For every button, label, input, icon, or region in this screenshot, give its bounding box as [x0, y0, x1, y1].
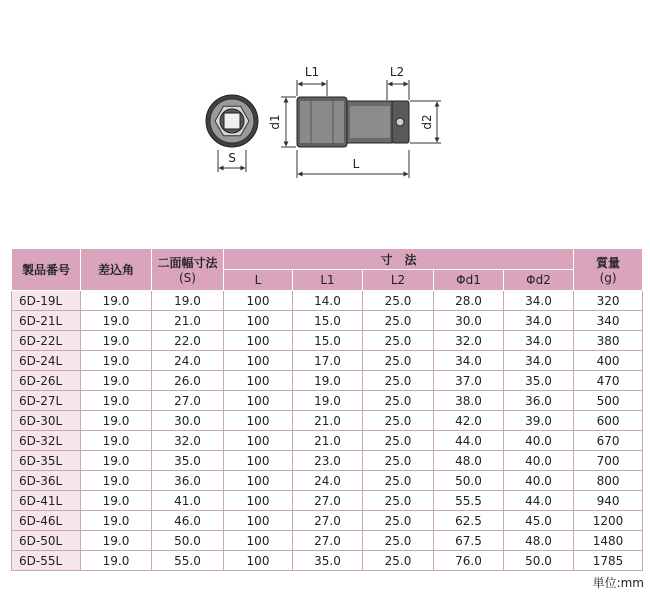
table-cell: 25.0 [363, 471, 434, 491]
table-cell: 6D-55L [12, 551, 81, 571]
table-row [12, 531, 643, 551]
table-cell: 44.0 [434, 431, 504, 451]
table-cell: 50.0 [434, 471, 504, 491]
table-cell: 100 [224, 491, 293, 511]
table-row [12, 451, 643, 471]
table-cell: 700 [574, 451, 643, 471]
table-cell: 1200 [574, 511, 643, 531]
table-cell: 50.0 [504, 551, 574, 571]
table-cell: 19.0 [81, 511, 152, 531]
table-cell: 25.0 [363, 531, 434, 551]
table-cell: 21.0 [152, 311, 224, 331]
table-cell: 100 [224, 371, 293, 391]
table-cell: 19.0 [152, 291, 224, 311]
table-cell: 35.0 [293, 551, 363, 571]
table-cell: 34.0 [504, 351, 574, 371]
table-cell: 36.0 [504, 391, 574, 411]
table-cell: 35.0 [504, 371, 574, 391]
table-cell: 470 [574, 371, 643, 391]
header-l: L [224, 270, 293, 291]
table-cell: 100 [224, 451, 293, 471]
table-row [12, 491, 643, 511]
spec-table-body [12, 291, 643, 571]
table-cell: 100 [224, 331, 293, 351]
table-cell: 100 [224, 431, 293, 451]
table-cell: 19.0 [81, 311, 152, 331]
table-cell: 24.0 [293, 471, 363, 491]
table-cell: 1785 [574, 551, 643, 571]
l2-label: L2 [389, 65, 405, 79]
table-cell: 21.0 [293, 411, 363, 431]
table-cell: 19.0 [293, 371, 363, 391]
header-hex-size-label: 二面幅寸法 [157, 256, 218, 270]
table-cell: 25.0 [363, 431, 434, 451]
table-row [12, 331, 643, 351]
header-l1: L1 [293, 270, 363, 291]
table-cell: 55.0 [152, 551, 224, 571]
table-cell: 100 [224, 351, 293, 371]
table-row [12, 291, 643, 311]
table-cell: 19.0 [81, 291, 152, 311]
table-row [12, 511, 643, 531]
table-cell: 340 [574, 311, 643, 331]
table-cell: 670 [574, 431, 643, 451]
header-hex-size [152, 249, 224, 291]
table-cell: 100 [224, 391, 293, 411]
table-cell: 46.0 [152, 511, 224, 531]
table-cell: 45.0 [504, 511, 574, 531]
table-cell: 40.0 [504, 451, 574, 471]
table-cell: 36.0 [152, 471, 224, 491]
table-cell: 19.0 [81, 371, 152, 391]
spec-table [11, 248, 643, 571]
table-cell: 19.0 [81, 531, 152, 551]
table-row [12, 371, 643, 391]
header-dimensions: 寸 法 [224, 249, 574, 270]
table-cell: 100 [224, 311, 293, 331]
header-mass-label: 質量 [596, 256, 621, 270]
table-cell: 320 [574, 291, 643, 311]
table-cell: 35.0 [152, 451, 224, 471]
table-cell: 100 [224, 551, 293, 571]
table-cell: 14.0 [293, 291, 363, 311]
table-cell: 800 [574, 471, 643, 491]
table-cell: 40.0 [504, 431, 574, 451]
l1-label: L1 [304, 65, 320, 79]
d1-label: d1 [268, 114, 282, 130]
table-cell: 25.0 [363, 511, 434, 531]
table-cell: 6D-27L [12, 391, 81, 411]
table-row [12, 351, 643, 371]
table-row [12, 391, 643, 411]
table-cell: 48.0 [504, 531, 574, 551]
table-cell: 500 [574, 391, 643, 411]
table-cell: 41.0 [152, 491, 224, 511]
table-cell: 1480 [574, 531, 643, 551]
table-cell: 17.0 [293, 351, 363, 371]
table-cell: 6D-32L [12, 431, 81, 451]
table-row [12, 551, 643, 571]
table-cell: 100 [224, 471, 293, 491]
table-cell: 34.0 [504, 291, 574, 311]
table-cell: 19.0 [81, 491, 152, 511]
header-mass [574, 249, 643, 291]
table-cell: 19.0 [81, 391, 152, 411]
table-row [12, 431, 643, 451]
table-cell: 30.0 [434, 311, 504, 331]
table-cell: 21.0 [293, 431, 363, 451]
table-cell: 940 [574, 491, 643, 511]
table-cell: 26.0 [152, 371, 224, 391]
table-cell: 19.0 [293, 391, 363, 411]
table-cell: 6D-36L [12, 471, 81, 491]
table-cell: 100 [224, 291, 293, 311]
table-cell: 76.0 [434, 551, 504, 571]
table-cell: 34.0 [434, 351, 504, 371]
table-cell: 19.0 [81, 431, 152, 451]
table-cell: 38.0 [434, 391, 504, 411]
table-cell: 62.5 [434, 511, 504, 531]
header-d1: Φd1 [434, 270, 504, 291]
table-cell: 34.0 [504, 311, 574, 331]
table-cell: 15.0 [293, 331, 363, 351]
table-cell: 25.0 [363, 551, 434, 571]
table-cell: 27.0 [293, 531, 363, 551]
table-cell: 25.0 [363, 391, 434, 411]
table-cell: 6D-22L [12, 331, 81, 351]
socket-diagram [0, 0, 650, 240]
table-cell: 380 [574, 331, 643, 351]
table-cell: 25.0 [363, 371, 434, 391]
d2-label: d2 [420, 114, 434, 130]
table-cell: 25.0 [363, 291, 434, 311]
table-cell: 6D-46L [12, 511, 81, 531]
table-cell: 48.0 [434, 451, 504, 471]
table-cell: 22.0 [152, 331, 224, 351]
table-cell: 32.0 [152, 431, 224, 451]
table-cell: 600 [574, 411, 643, 431]
table-cell: 25.0 [363, 331, 434, 351]
table-cell: 42.0 [434, 411, 504, 431]
table-cell: 24.0 [152, 351, 224, 371]
table-row [12, 471, 643, 491]
table-cell: 25.0 [363, 491, 434, 511]
table-cell: 39.0 [504, 411, 574, 431]
table-cell: 25.0 [363, 451, 434, 471]
table-cell: 6D-26L [12, 371, 81, 391]
header-l2: L2 [363, 270, 434, 291]
unit-note: 単位:mm [592, 576, 644, 590]
table-cell: 34.0 [504, 331, 574, 351]
header-drive-size: 差込角 [81, 249, 152, 291]
header-d2: Φd2 [504, 270, 574, 291]
table-cell: 6D-35L [12, 451, 81, 471]
table-cell: 6D-50L [12, 531, 81, 551]
table-cell: 400 [574, 351, 643, 371]
table-cell: 23.0 [293, 451, 363, 471]
table-cell: 19.0 [81, 411, 152, 431]
table-cell: 6D-41L [12, 491, 81, 511]
socket-end-view [206, 95, 258, 172]
table-cell: 19.0 [81, 471, 152, 491]
table-cell: 25.0 [363, 311, 434, 331]
table-cell: 100 [224, 411, 293, 431]
table-cell: 15.0 [293, 311, 363, 331]
socket-side-view [268, 65, 441, 178]
table-cell: 67.5 [434, 531, 504, 551]
table-cell: 6D-30L [12, 411, 81, 431]
table-cell: 19.0 [81, 551, 152, 571]
header-hex-size-sub: (S) [179, 271, 196, 285]
table-row [12, 311, 643, 331]
table-cell: 6D-21L [12, 311, 81, 331]
table-cell: 30.0 [152, 411, 224, 431]
header-product-code: 製品番号 [12, 249, 81, 291]
table-cell: 25.0 [363, 411, 434, 431]
table-cell: 6D-24L [12, 351, 81, 371]
table-cell: 25.0 [363, 351, 434, 371]
table-cell: 100 [224, 531, 293, 551]
table-cell: 27.0 [152, 391, 224, 411]
table-cell: 50.0 [152, 531, 224, 551]
table-cell: 27.0 [293, 491, 363, 511]
table-cell: 100 [224, 511, 293, 531]
table-cell: 55.5 [434, 491, 504, 511]
table-cell: 37.0 [434, 371, 504, 391]
l-label: L [352, 157, 360, 171]
s-label: S [228, 151, 236, 165]
table-cell: 44.0 [504, 491, 574, 511]
table-cell: 27.0 [293, 511, 363, 531]
table-cell: 19.0 [81, 331, 152, 351]
table-cell: 6D-19L [12, 291, 81, 311]
table-cell: 19.0 [81, 351, 152, 371]
table-cell: 28.0 [434, 291, 504, 311]
header-mass-sub: (g) [599, 271, 617, 285]
table-cell: 32.0 [434, 331, 504, 351]
table-row [12, 411, 643, 431]
table-cell: 19.0 [81, 451, 152, 471]
table-cell: 40.0 [504, 471, 574, 491]
